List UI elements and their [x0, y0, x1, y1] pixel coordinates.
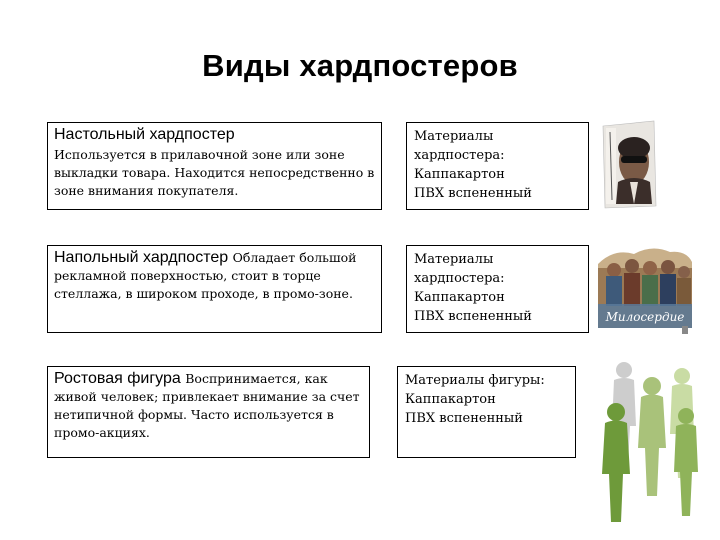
materials-line: ПВХ вспененный: [414, 309, 532, 324]
floor-poster-image: [594, 242, 696, 337]
standing-figures-image: [586, 356, 714, 532]
materials-line: Каппакартон: [414, 167, 505, 182]
materials-box-figure: [397, 366, 576, 458]
text-tabletop: Используется в прилавочной зоне или зоне выкладки товара. Находится непосредственно в зоне внимания покупателя.: [54, 147, 375, 198]
tabletop-poster-image: [598, 118, 660, 210]
heading-tabletop: Настольный хардпостер: [54, 126, 235, 143]
heading-floor: Напольный хардпостер: [54, 249, 233, 266]
materials-box-tabletop: [406, 122, 589, 210]
materials-box-floor: [406, 245, 589, 333]
materials-line: ПВХ вспененный: [405, 411, 523, 426]
heading-figure: Ростовая фигура: [54, 370, 186, 387]
materials-line: Каппакартон: [405, 392, 496, 407]
materials-line: Материалы: [414, 252, 494, 267]
materials-line: хардпостера:: [414, 271, 505, 286]
slide-title: Виды хардпостеров: [202, 48, 518, 83]
text-floor: Обладает большой рекламной поверхностью, стоит в торце стеллажа, в широком проходе, в промо-зоне.: [54, 250, 357, 301]
materials-line: хардпостера:: [414, 148, 505, 163]
desc-box-floor: [47, 245, 382, 333]
floor-poster-caption: Милосердие: [605, 310, 685, 324]
materials-line: Материалы фигуры:: [405, 373, 545, 388]
desc-box-figure: [47, 366, 370, 458]
desc-box-tabletop: [47, 122, 382, 210]
materials-line: ПВХ вспененный: [414, 186, 532, 201]
text-figure: Воспринимается, как живой человек; привлекает внимание за счет нетипичной формы. Часто используется в промо-акциях.: [54, 371, 360, 440]
materials-line: Каппакартон: [414, 290, 505, 305]
materials-line: Материалы: [414, 129, 494, 144]
